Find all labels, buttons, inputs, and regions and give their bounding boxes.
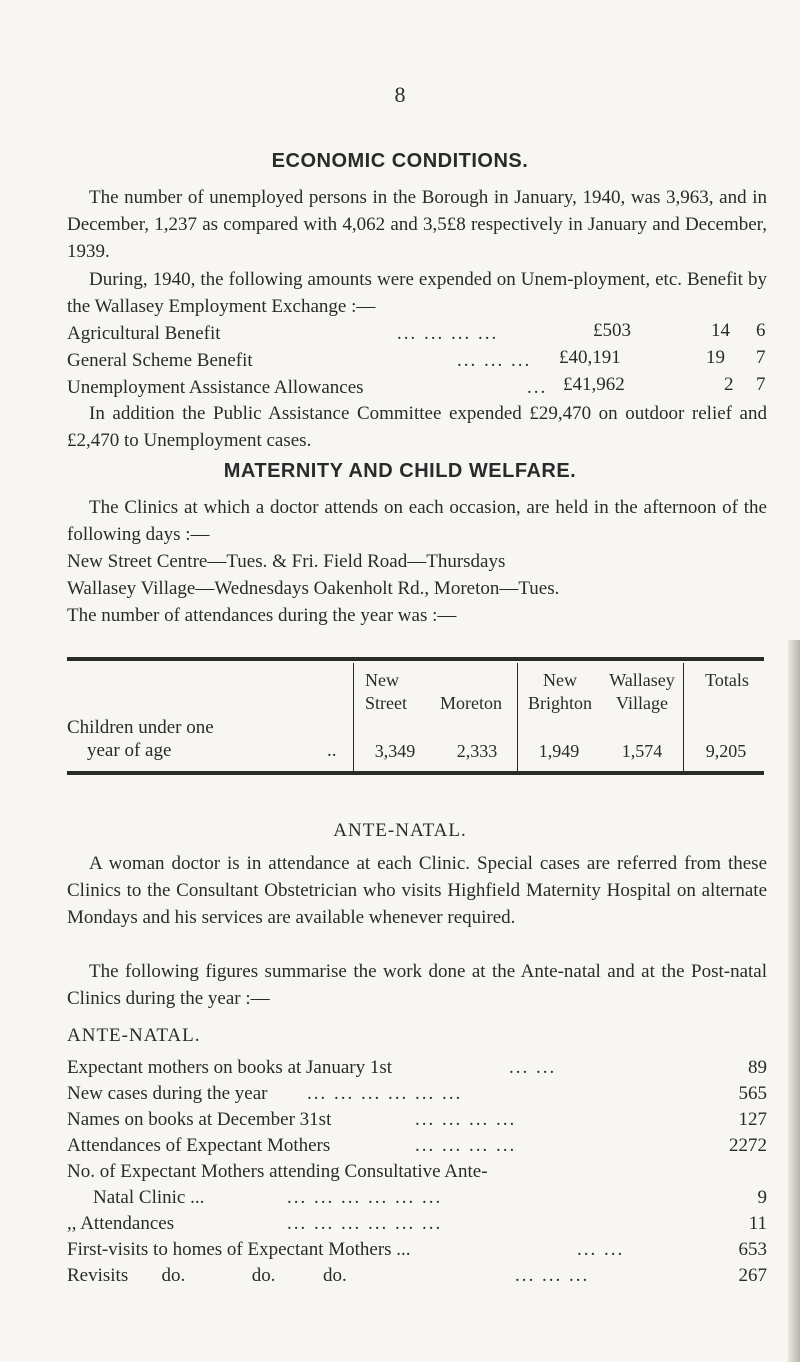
- row-dots: ..: [327, 740, 337, 761]
- economic-paragraph-1: The number of unemployed persons in the Borough in January, 1940, was 3,963, and in December, 1,237 as compared with 4,062 and 3,5£8 respectively in January and December, 1939.: [67, 187, 767, 262]
- antenatal-heading: ANTE-NATAL.: [333, 820, 467, 841]
- benefit-shillings: 2: [724, 374, 734, 395]
- column-divider: [517, 663, 518, 771]
- table-cell: 1,949: [538, 741, 580, 761]
- benefit-pence: 6: [756, 320, 766, 341]
- economic-paragraph-2: During, 1940, the following amounts were expended on Unem-ployment, etc. Benefit by the Wallasey Employment Exchange :—: [67, 269, 767, 317]
- maternity-heading: MATERNITY AND CHILD WELFARE.: [223, 460, 577, 482]
- benefit-shillings: 14: [711, 320, 730, 341]
- column-header: Totals: [705, 670, 749, 690]
- benefit-shillings: 19: [706, 347, 725, 368]
- attendance-intro: The number of attendances during the year was :—: [67, 605, 457, 626]
- document-page: 8 ECONOMIC CONDITIONS. The number of unemployed persons in the Borough in January, 1940, was 3,963, and in December, 1,237 as compared with 4,062 and 3,5£8 respectively in January and December, 1939. During, 1940, the following amounts were expended on Unem-ployment, etc. Benefit by the Wallasey Employment Exchange :— Agricultural Benefit ... ... ... ... £503 14 6 General Scheme Benefit ... ... ... £40,191 19 7 Unemployment Assistance Allowances ... £41,962 2 7 In addition the Public Assistance Committee expended £29,470 on outdoor relief and £2,470 to Unemployment cases. MATERNITY AND CHILD WELFARE. The Clinics at which a doctor attends on each occasion, are held in the afternoon of the following days :— New Street Centre—Tues. & Fri. Field Road—Thursdays Wallasey Village—Wednesdays Oakenholt Rd., Moreton—Tues. The number of attendances during the year was :— New Street Moreton New Brighton Wallasey Village Totals Children under one year of age .. 3,349 2,333 1,949 1,574 9,205 ANTE-NATAL. A woman doctor is in attendance at each Clinic. Special cases are referred from these Clinics to the Consultant Obstetrician who visits Highfield Maternity Hospital on alternate Mondays and his services are available whenever required. The following figures summarise the work done at the Ante-natal and at the Post-natal Clinics during the year :— ANTE-NATAL. Expectant mothers on books at January 1st ... ... 89 New cases during the year ... ... ... ... ... ... 565 Names on books at December 31st ... ... ... ... 127 Attendances of Expectant Mothers ... ... ... ... 2272 No. of Expectant Mothers attending Consultative Ante- Natal Clinic ... ... ... ... ... ... ... 9 ,, Attendances ... ... ... ... ... ... 11 First-visits to homes of Expectant Mothers ... ... ... 653 Revisits do. do. do. ... ... ... 267: [0, 0, 800, 1362]
- column-header: Street: [365, 693, 407, 713]
- column-header: Moreton: [440, 693, 502, 713]
- benefit-pounds: £40,191: [559, 347, 621, 368]
- benefit-pounds: £503: [593, 320, 631, 341]
- benefit-pounds: £41,962: [563, 374, 625, 395]
- maternity-paragraph: The Clinics at which a doctor attends on each occasion, are held in the afternoon of the following days :—: [67, 497, 767, 545]
- column-header: Brighton: [527, 693, 592, 713]
- economic-heading: ECONOMIC CONDITIONS.: [271, 150, 529, 172]
- row-label: year of age: [87, 740, 172, 761]
- column-header: Wallasey: [609, 670, 675, 690]
- column-divider: [353, 663, 354, 771]
- benefit-pence: 7: [756, 347, 766, 368]
- antenatal-subheading: ANTE-NATAL.: [67, 1025, 201, 1046]
- column-header: New: [543, 670, 577, 690]
- column-header: New: [365, 670, 399, 690]
- table-top-rule: [67, 657, 764, 661]
- clinic-days-line-1: New Street Centre—Tues. & Fri. Field Road—Thursdays: [67, 551, 506, 572]
- page-number: 8: [394, 82, 406, 107]
- table-cell: 3,349: [374, 741, 416, 761]
- antenatal-paragraph-1: A woman doctor is in attendance at each Clinic. Special cases are referred from these Clinics to the Consultant Obstetrician who visits Highfield Maternity Hospital on alternate Mondays and his services are available whenever required.: [67, 853, 767, 928]
- row-label: Children under one: [67, 717, 214, 738]
- clinic-days-line-2: Wallasey Village—Wednesdays Oakenholt Rd., Moreton—Tues.: [67, 578, 560, 599]
- economic-paragraph-3: In addition the Public Assistance Committee expended £29,470 on outdoor relief and £2,470 to Unemployment cases.: [67, 403, 767, 451]
- column-header: Village: [616, 693, 668, 713]
- antenatal-paragraph-2: The following figures summarise the work done at the Ante-natal and at the Post-natal Clinics during the year :—: [67, 961, 767, 1009]
- benefit-pence: 7: [756, 374, 766, 395]
- table-cell: 9,205: [705, 741, 747, 761]
- page-edge-shadow: [788, 640, 800, 1362]
- table-cell: 1,574: [621, 741, 663, 761]
- table-cell: 2,333: [456, 741, 498, 761]
- table-bottom-rule: [67, 771, 764, 775]
